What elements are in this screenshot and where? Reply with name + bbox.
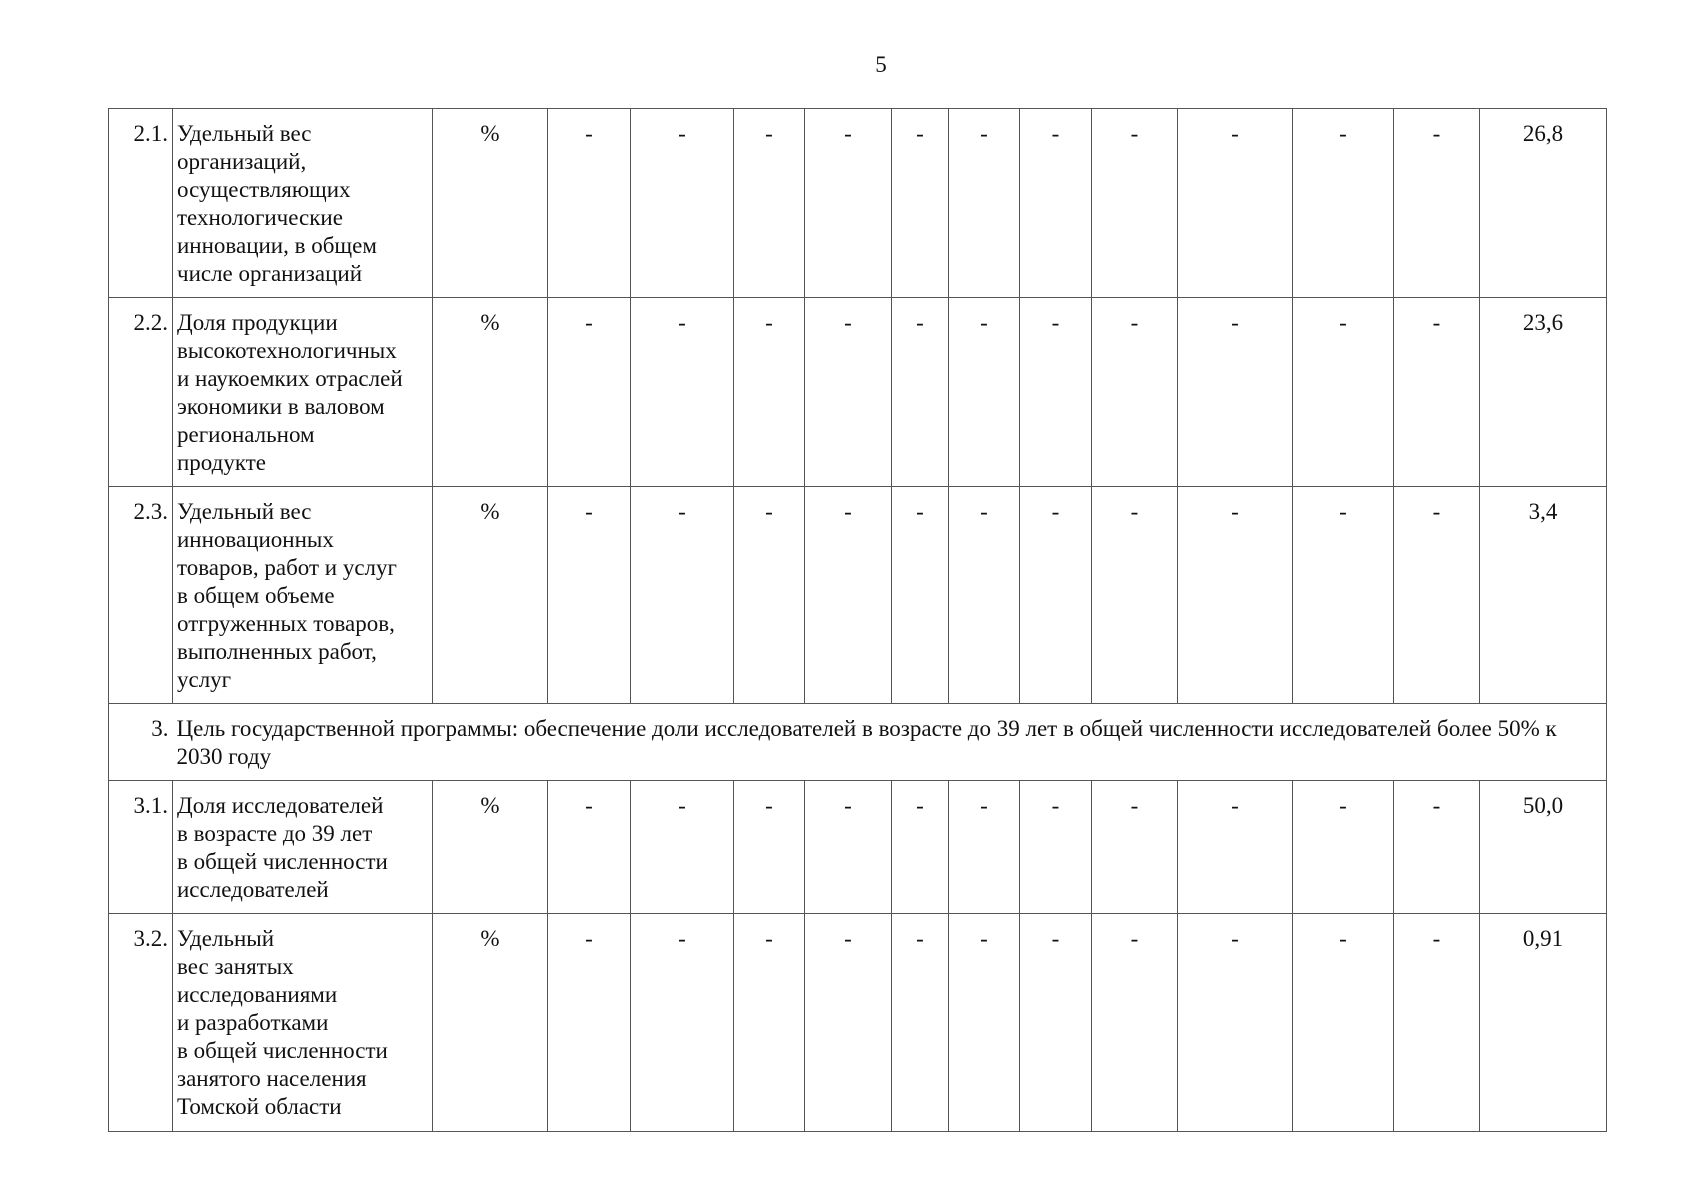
value-cell: -	[1293, 781, 1394, 914]
table-row	[109, 298, 1607, 487]
indicators-table	[108, 108, 1607, 1132]
value-cell: -	[1178, 487, 1293, 704]
value-cell: -	[949, 298, 1020, 487]
value-cell: -	[1178, 298, 1293, 487]
value-cell: -	[1020, 914, 1092, 1132]
value-cell: -	[734, 298, 805, 487]
target-value-cell: 50,0	[1480, 781, 1607, 914]
value-cell: -	[949, 109, 1020, 298]
value-cell: -	[892, 298, 949, 487]
indicator-name: Удельный вес организаций, осуществляющих технологические инновации, в общем числе организаций	[173, 109, 433, 298]
unit-cell: %	[433, 298, 548, 487]
value-cell: -	[892, 109, 949, 298]
value-cell: -	[1020, 487, 1092, 704]
goal-row	[109, 704, 1607, 781]
indicator-name: Доля исследователей в возрасте до 39 лет в общей численности исследователей	[173, 781, 433, 914]
value-cell: -	[1092, 487, 1178, 704]
target-value-cell: 23,6	[1480, 298, 1607, 487]
target-value-cell: 0,91	[1480, 914, 1607, 1132]
value-cell: -	[548, 781, 631, 914]
unit-cell: %	[433, 487, 548, 704]
value-cell: -	[1394, 298, 1480, 487]
value-cell: -	[734, 914, 805, 1132]
table-row	[109, 781, 1607, 914]
value-cell: -	[548, 487, 631, 704]
value-cell: -	[631, 298, 734, 487]
value-cell: -	[1293, 914, 1394, 1132]
value-cell: -	[1020, 781, 1092, 914]
indicator-name: Доля продукции высокотехнологичных и наукоемких отраслей экономики в валовом региональном продукте	[173, 298, 433, 487]
row-number: 2.1.	[109, 109, 173, 298]
indicator-name: Удельный вес инновационных товаров, работ и услуг в общем объеме отгруженных товаров, выполненных работ, услуг	[173, 487, 433, 704]
goal-text: Цель государственной программы: обеспечение доли исследователей в возрасте до 39 лет в общей численности исследователей более 50% к 2030 году	[173, 704, 1607, 781]
table-row	[109, 487, 1607, 704]
target-value-cell: 3,4	[1480, 487, 1607, 704]
value-cell: -	[1394, 914, 1480, 1132]
value-cell: -	[734, 487, 805, 704]
value-cell: -	[631, 781, 734, 914]
value-cell: -	[949, 914, 1020, 1132]
table-row	[109, 914, 1607, 1132]
indicator-name: Удельный вес занятых исследованиями и разработками в общей численности занятого населения Томской области	[173, 914, 433, 1132]
target-value-cell: 26,8	[1480, 109, 1607, 298]
value-cell: -	[631, 109, 734, 298]
value-cell: -	[548, 914, 631, 1132]
value-cell: -	[805, 109, 892, 298]
value-cell: -	[1293, 109, 1394, 298]
value-cell: -	[949, 487, 1020, 704]
table-row	[109, 109, 1607, 298]
row-number: 3.1.	[109, 781, 173, 914]
value-cell: -	[892, 781, 949, 914]
value-cell: -	[805, 781, 892, 914]
row-number: 2.3.	[109, 487, 173, 704]
value-cell: -	[734, 781, 805, 914]
value-cell: -	[1178, 914, 1293, 1132]
value-cell: -	[1394, 487, 1480, 704]
value-cell: -	[1293, 487, 1394, 704]
unit-cell: %	[433, 109, 548, 298]
page-number: 5	[875, 52, 887, 77]
value-cell: -	[1293, 298, 1394, 487]
value-cell: -	[892, 914, 949, 1132]
value-cell: -	[1178, 781, 1293, 914]
row-number: 2.2.	[109, 298, 173, 487]
value-cell: -	[1020, 109, 1092, 298]
goal-number: 3.	[109, 704, 173, 781]
value-cell: -	[1092, 298, 1178, 487]
unit-cell: %	[433, 914, 548, 1132]
value-cell: -	[1394, 109, 1480, 298]
row-number: 3.2.	[109, 914, 173, 1132]
value-cell: -	[1020, 298, 1092, 487]
unit-cell: %	[433, 781, 548, 914]
value-cell: -	[734, 109, 805, 298]
value-cell: -	[1092, 109, 1178, 298]
value-cell: -	[805, 487, 892, 704]
value-cell: -	[548, 298, 631, 487]
value-cell: -	[1178, 109, 1293, 298]
value-cell: -	[805, 298, 892, 487]
value-cell: -	[805, 914, 892, 1132]
value-cell: -	[548, 109, 631, 298]
value-cell: -	[949, 781, 1020, 914]
value-cell: -	[631, 487, 734, 704]
value-cell: -	[1092, 781, 1178, 914]
value-cell: -	[1092, 914, 1178, 1132]
value-cell: -	[892, 487, 949, 704]
value-cell: -	[1394, 781, 1480, 914]
value-cell: -	[631, 914, 734, 1132]
